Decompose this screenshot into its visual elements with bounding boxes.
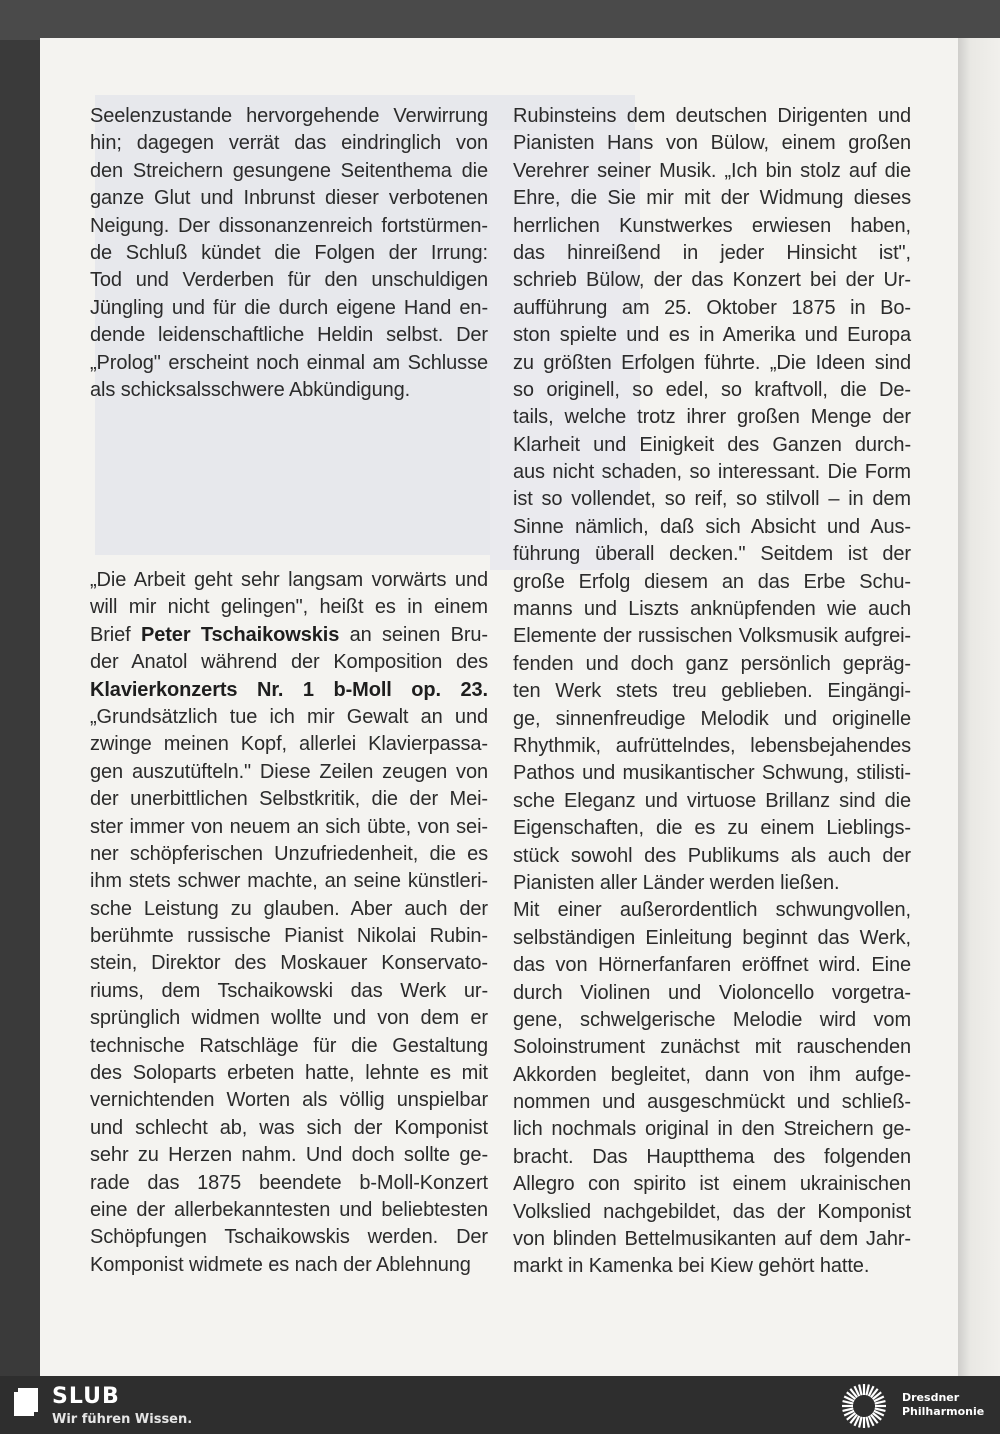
text-line: stück sowohl des Publikums als auch der — [513, 844, 911, 867]
text-line: vernichtenden Worten als völlig unspielbar — [90, 1089, 488, 1112]
text-line: „Prolog" erscheint noch einmal am Schlusse — [90, 351, 488, 374]
text-line: sche Leistung zu glauben. Aber auch der — [90, 897, 488, 920]
text-line: zwinge meinen Kopf, allerlei Klavierpassa- — [90, 733, 488, 756]
text-line: „Die Arbeit geht sehr langsam vorwärts und — [90, 569, 488, 591]
text-line: Ehre, die Sie mir mit der Widmung dieses — [513, 187, 911, 210]
text-line: hin; dagegen verrät das eindringlich von — [90, 132, 488, 155]
philharmonie-line2: Philharmonie — [902, 1405, 985, 1418]
text-line: ner schöpferischen Unzufriedenheit, die es — [90, 842, 488, 865]
text-line: ten Werk stets treu geblieben. Eingängi- — [513, 680, 911, 703]
text-line: schrieb Bülow, der das Konzert bei der Ur- — [513, 269, 911, 292]
text-line: ster immer von neuem an sich übte, von sei- — [90, 815, 488, 838]
text-line: Klarheit und Einigkeit des Ganzen durch- — [513, 433, 911, 456]
text-line: den Streichern gesungene Seitenthema die — [90, 159, 488, 182]
text-line: bracht. Das Hauptthema des folgenden — [513, 1145, 911, 1168]
text-line: Allegro con spirito ist einem ukrainischen — [513, 1173, 911, 1196]
next-page-edge — [958, 38, 1000, 1376]
text-line: will mir nicht gelingen", heißt es in einem — [90, 596, 488, 619]
text-line: rade das 1875 beendete b-Moll-Konzert — [90, 1171, 488, 1194]
text-line: Rhythmik, aufrüttelndes, lebensbejahendes — [513, 734, 911, 757]
text-line: sehr zu Herzen nahm. Und doch sollte ge- — [90, 1144, 488, 1167]
text-line: berühmte russische Pianist Nikolai Rubin- — [90, 925, 488, 948]
text-line: herrlichen Kunstwerkes erwiesen haben, — [513, 214, 911, 237]
text-line: tails, welche trotz ihrer großen Menge der — [513, 406, 911, 429]
text-line: ston spielte und es in Amerika und Europa — [513, 324, 911, 347]
text-line: führung überall decken." Seitdem ist der — [513, 543, 911, 566]
text-line: riums, dem Tschaikowski das Werk ur- — [90, 979, 488, 1002]
text-line: Klavierkonzerts Nr. 1 b-Moll op. 23. — [90, 678, 488, 701]
footer-bar — [0, 1376, 1000, 1434]
text-line: gen auszutüfteln." Diese Zeilen zeugen von — [90, 760, 488, 783]
text-line: Pianisten Hans von Bülow, einem großen — [513, 132, 911, 155]
text-line: große Erfolg diesem an das Erbe Schu- — [513, 570, 911, 593]
text-line: manns und Liszts anknüpfenden wie auch — [513, 598, 911, 621]
text-line: durch Violinen und Violoncello vorgetra- — [513, 981, 911, 1004]
text-line: Eigenschaften, die es zu einem Lieblings- — [513, 817, 911, 840]
text-line: Volkslied nachgebildet, das der Komponist — [513, 1200, 911, 1223]
text-line: Schöpfungen Tschaikowskis werden. Der — [90, 1226, 488, 1249]
text-line: de Schluß kündet die Folgen der Irrung: — [90, 241, 488, 264]
text-line: Akkorden begleitet, dann von ihm aufge- — [513, 1063, 911, 1086]
text-line: des Soloparts erbeten hatte, lehnte es mit — [90, 1062, 488, 1085]
text-line: als schicksalsschwere Abkündigung. — [90, 378, 411, 401]
text-line: Pianisten aller Länder werden ließen. — [513, 871, 840, 894]
philharmonie-line1: Dresdner — [902, 1391, 960, 1404]
left-column-top-text — [90, 103, 488, 404]
text-line: ihm stets schwer machte, an seine künstleri- — [90, 870, 488, 893]
text-line: Verehrer seiner Musik. „Ich bin stolz auf die — [513, 159, 911, 182]
left-column-bottom-text — [90, 567, 488, 1279]
text-line: ge, sinnenfreudige Melodik und originelle — [513, 707, 911, 730]
philharmonie-logo-text[interactable] — [902, 1391, 984, 1419]
text-line: ist so vollendet, so reif, so stilvoll – in dem — [513, 488, 911, 511]
text-line: Tod und Verderben für den unschuldigen — [90, 269, 488, 292]
text-line: „Grundsätzlich tue ich mir Gewalt an und — [90, 705, 488, 728]
text-line: fenden und doch ganz persönlich gepräg- — [513, 652, 911, 675]
text-line: Soloinstrument zunächst mit rauschenden — [513, 1036, 911, 1059]
text-line: Rubinsteins dem deutschen Dirigenten und — [513, 105, 911, 127]
text-line: Sinne nämlich, daß sich Absicht und Aus- — [513, 515, 911, 538]
text-line: Neigung. Der dissonanzenreich fortstürmen- — [90, 214, 488, 237]
scan-background — [0, 0, 1000, 40]
text-line: Seelenzustande hervorgehende Verwirrung — [90, 105, 488, 127]
text-line: stein, Direktor des Moskauer Konservato- — [90, 952, 488, 975]
text-line: von blinden Bettelmusikanten auf dem Jahr- — [513, 1228, 911, 1251]
text-line: ganze Glut und Inbrunst dieser verbotenen — [90, 187, 488, 210]
text-line: Komponist widmete es nach der Ablehnung — [90, 1253, 471, 1276]
text-line: Mit einer außerordentlich schwungvollen, — [513, 899, 911, 922]
text-line: gene, schwelgerische Melodie wird vom — [513, 1008, 911, 1031]
book-icon — [14, 1386, 40, 1416]
text-line: und schlecht ab, was sich der Komponist — [90, 1116, 488, 1139]
text-line: Brief Peter Tschaikowskis an seinen Bru- — [90, 623, 488, 646]
text-line: der unerbittlichen Selbstkritik, die der Mei- — [90, 788, 488, 811]
text-line: sprünglich widmen wollte und von dem er — [90, 1007, 488, 1030]
text-line: Jüngling und für die durch eigene Hand en- — [90, 296, 488, 319]
text-line: das von Hörnerfanfaren eröffnet wird. Eine — [513, 954, 911, 977]
text-line: zu größten Erfolgen führte. „Die Ideen sind — [513, 351, 911, 374]
text-line: eine der allerbekanntesten und beliebtesten — [90, 1198, 488, 1221]
text-line: so originell, so edel, so kraftvoll, die De- — [513, 378, 911, 401]
text-line: markt in Kamenka bei Kiew gehört hatte. — [513, 1255, 870, 1278]
text-line: sche Eleganz und virtuose Brillanz sind die — [513, 789, 911, 812]
text-line: der Anatol während der Komposition des — [90, 651, 488, 674]
right-column-text — [513, 103, 911, 1281]
text-line: selbständigen Einleitung beginnt das Werk, — [513, 926, 911, 949]
text-line: aufführung am 25. Oktober 1875 in Bo- — [513, 296, 911, 319]
text-line: Pathos und musikantischer Schwung, stilisti- — [513, 762, 911, 785]
text-line: lich nochmals original in den Streichern ge- — [513, 1118, 911, 1141]
sunburst-icon — [840, 1382, 888, 1430]
text-line: Elemente der russischen Volksmusik aufgrei- — [513, 625, 911, 648]
slub-tagline: Wir führen Wissen. — [52, 1412, 193, 1427]
text-line: nommen und ausgeschmückt und schließ- — [513, 1091, 911, 1114]
text-line: das hinreißend in jeder Hinsicht ist", — [513, 241, 911, 264]
text-line: aus nicht schaden, so interessant. Die Form — [513, 461, 911, 484]
text-line: dende leidenschaftliche Heldin selbst. Der — [90, 324, 488, 347]
slub-link[interactable]: SLUB — [52, 1384, 120, 1409]
text-line: technische Ratschläge für die Gestaltung — [90, 1034, 488, 1057]
